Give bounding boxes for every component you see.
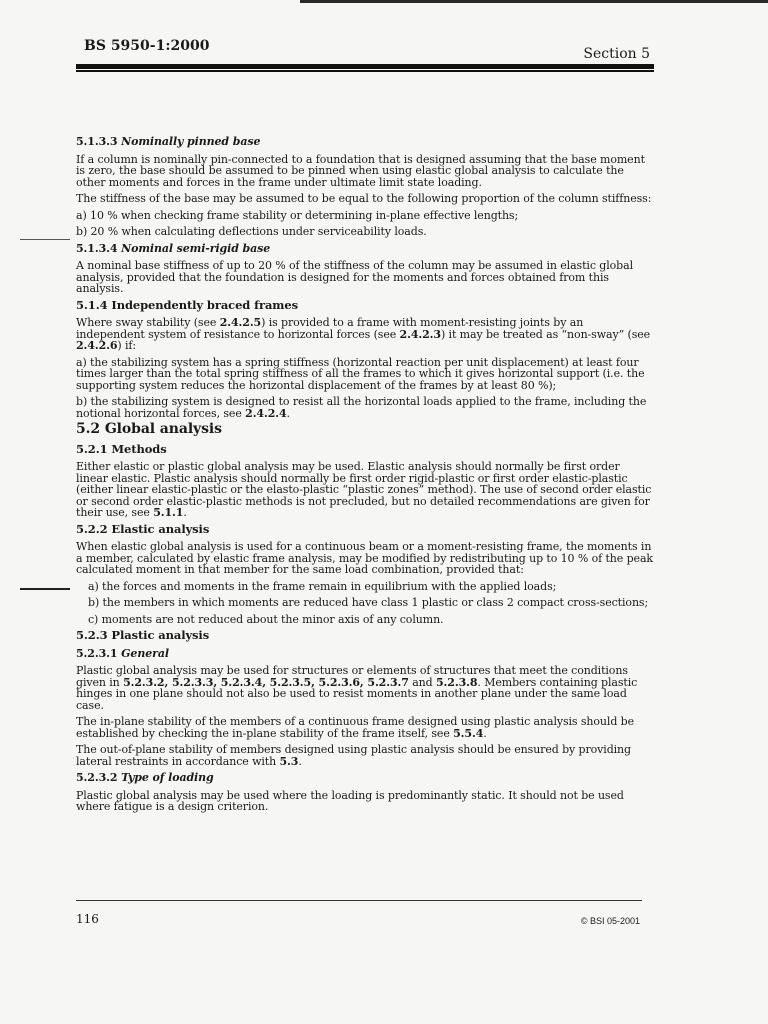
list-item: c) moments are not reduced about the minor axis of any column.: [88, 612, 444, 626]
heading-5-2-3: 5.2.3 Plastic analysis: [76, 628, 210, 642]
paragraph: Plastic global analysis may be used for structures or elements of structures that meet the conditions given in 5.2.3.2, 5.2.3.3, 5.2.3.4, 5.2.3.5, 5.2.3.6, 5.2.3.7 and 5.2.3.8. Members containing plastic hinges in one plane should not also be used to resist moments in another plane under the same load case.: [76, 664, 638, 712]
document-page: [76, 32, 654, 818]
standard-code: BS 5950-1:2000: [84, 38, 210, 54]
footer-rule: [76, 900, 642, 901]
margin-change-bar: [20, 588, 70, 590]
paragraph: The in-plane stability of the members of a continuous frame designed using plastic analysis should be established by checking the in-plane stability of the frame itself, see 5.5.4.: [76, 715, 635, 740]
paragraph: The stiffness of the base may be assumed to be equal to the following proportion of the column stiffness:: [76, 192, 652, 205]
list-item: a) 10 % when checking frame stability or determining in-plane effective lengths;: [76, 208, 519, 222]
header-rule: [76, 64, 654, 70]
running-header: [76, 32, 654, 64]
paragraph: Plastic global analysis may be used where the loading is predominantly static. It should not be used where fatigue is a design criterion.: [76, 788, 624, 813]
copyright-notice: © BSI 05-2001: [580, 916, 640, 926]
heading-5-2-3-2: 5.2.3.2 Type of loading: [76, 771, 214, 784]
heading-5-1-3-4: 5.1.3.4 Nominal semi-rigid base: [76, 241, 271, 255]
section-label: Section 5: [583, 46, 650, 62]
list-item: b) 20 % when calculating deflections under serviceability loads.: [76, 225, 427, 238]
page-footer: [76, 900, 642, 926]
heading-5-2-3-1: 5.2.3.1 General: [76, 646, 169, 660]
list-item: a) the stabilizing system has a spring stiffness (horizontal reaction per unit displacement) at least four times larger than the total spring stiffness of all the frames to which it gives horizontal support (i.e. the supporting system reduces the horizontal displacement of the frames by at least 80 %);: [76, 355, 645, 392]
heading-5-2-2: 5.2.2 Elastic analysis: [76, 521, 210, 536]
paragraph: The out-of-plane stability of members designed using plastic analysis should be ensured by providing lateral restraints in accordance with 5.3.: [76, 743, 631, 768]
heading-5-1-4: 5.1.4 Independently braced frames: [76, 297, 298, 312]
paragraph: If a column is nominally pin-connected to a foundation that is designed assuming that the base moment is zero, the base should be assumed to be pinned when using elastic global analysis to calculate the other moments and forces in the frame under ultimate limit state loading.: [76, 152, 645, 189]
heading-5-1-3-3: 5.1.3.3 Nominally pinned base: [76, 135, 261, 148]
paragraph: Where sway stability (see 2.4.2.5) is provided to a frame with moment-resisting joints by an independent system of resistance to horizontal forces (see 2.4.2.3) it may be treated as “non-sway” (see 2.4.2.6) if:: [76, 316, 651, 352]
paragraph: A nominal base stiffness of up to 20 % of the stiffness of the column may be assumed in elastic global analysis, provided that the foundation is designed for the moments and forces obtained from this analysis.: [76, 259, 633, 295]
page-number: 116: [76, 912, 99, 926]
margin-change-bar: [20, 239, 70, 240]
paragraph: When elastic global analysis is used for a continuous beam or a moment-resisting frame, the moments in a member, calculated by elastic frame analysis, may be modified by redistributing up to 10 % of the peak calculated moment in that member for the same load combination, provided that:: [76, 540, 653, 576]
body-text: [76, 136, 654, 813]
heading-5-2: 5.2 Global analysis: [76, 421, 222, 437]
scan-edge-rule: [300, 0, 768, 11]
heading-5-2-1: 5.2.1 Methods: [76, 441, 167, 456]
paragraph: Either elastic or plastic global analysis may be used. Elastic analysis should normally be first order linear elastic. Plastic analysis should normally be first order rigid-plastic or first order elastic-plastic (either linear elastic-plastic or the elasto-plastic “plastic zones” method). The use of second order elastic or second order elastic-plastic methods is not precluded, but no detailed recommendations are given for their use, see 5.1.1.: [76, 460, 652, 519]
list-item: b) the stabilizing system is designed to resist all the horizontal loads applied to the frame, including the notional horizontal forces, see 2.4.2.4.: [76, 395, 647, 420]
list-item: a) the forces and moments in the frame remain in equilibrium with the applied loads;: [88, 579, 557, 593]
list-item: b) the members in which moments are reduced have class 1 plastic or class 2 compact cross-sections;: [88, 596, 649, 609]
